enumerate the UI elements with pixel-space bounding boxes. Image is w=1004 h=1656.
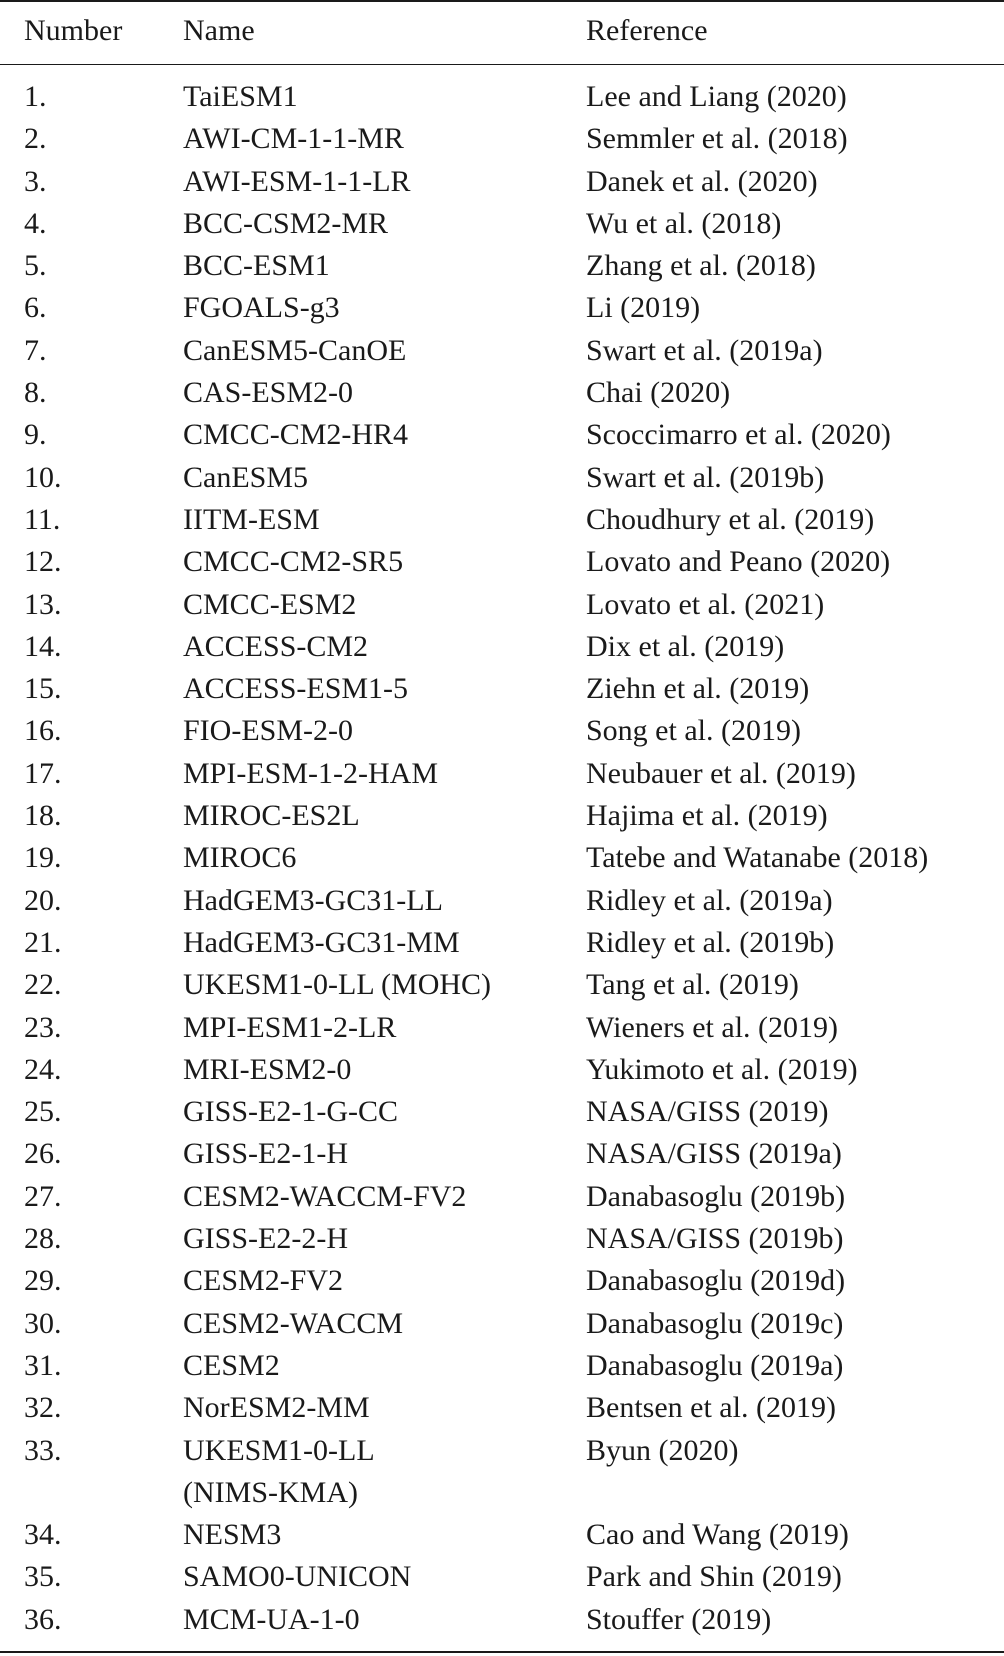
row-model-name (183, 1007, 396, 1049)
model-name-line: MIROC6 (183, 841, 297, 875)
row-model-name (183, 1218, 348, 1260)
model-name-line: ACCESS-CM2 (183, 629, 369, 663)
row-model-name (183, 1599, 360, 1641)
row-model-name (183, 964, 491, 1006)
row-model-name (183, 245, 330, 287)
header-name: Name (183, 14, 255, 47)
table-row (0, 964, 1004, 1006)
row-number: 13. (24, 587, 62, 621)
row-model-name (183, 203, 388, 245)
model-name-line: CESM2-FV2 (183, 1264, 344, 1298)
table-row (0, 1387, 1004, 1429)
table-row (0, 1430, 1004, 1515)
table-row (0, 287, 1004, 329)
row-reference: Dix et al. (2019) (586, 629, 785, 663)
model-name-line: CMCC-ESM2 (183, 587, 357, 621)
model-name-line: CanESM5-CanOE (183, 333, 407, 367)
row-model-name (183, 1303, 403, 1345)
model-name-line: AWI-CM-1-1-MR (183, 122, 404, 156)
row-reference: Song et al. (2019) (586, 714, 801, 748)
row-model-name (183, 1260, 343, 1302)
row-reference: Ridley et al. (2019b) (586, 925, 835, 959)
table-row (0, 1303, 1004, 1345)
row-reference: Swart et al. (2019a) (586, 333, 823, 367)
table-row (0, 203, 1004, 245)
row-reference: NASA/GISS (2019b) (586, 1222, 844, 1256)
model-name-line: CMCC-CM2-HR4 (183, 418, 409, 452)
model-name-line: AWI-ESM-1-1-LR (183, 164, 411, 198)
row-model-name (183, 1049, 351, 1091)
row-reference: Lee and Liang (2020) (586, 80, 847, 113)
row-model-name (183, 922, 460, 964)
table-row (0, 118, 1004, 160)
row-reference: Zhang et al. (2018) (586, 249, 816, 283)
row-model-name (183, 161, 411, 203)
table-header-rule (0, 64, 1004, 65)
model-name-line: GISS-E2-1-G-CC (183, 1095, 398, 1129)
row-model-name (183, 1430, 375, 1515)
row-number: 7. (24, 333, 47, 367)
model-name-line: UKESM1-0-LL (MOHC) (183, 968, 492, 1002)
row-number: 23. (24, 1010, 62, 1044)
row-number: 36. (24, 1602, 62, 1636)
row-model-name (183, 1556, 411, 1598)
row-number: 12. (24, 545, 62, 579)
row-model-name (183, 837, 296, 879)
model-name-line: BCC-CSM2-MR (183, 206, 389, 240)
model-name-line: MPI-ESM-1-2-HAM (183, 756, 438, 790)
row-number: 4. (24, 206, 47, 240)
row-number: 20. (24, 883, 62, 917)
row-reference: Cao and Wang (2019) (586, 1518, 849, 1552)
row-model-name (183, 626, 368, 668)
model-name-line: IITM-ESM (183, 502, 320, 536)
model-name-line: FIO-ESM-2-0 (183, 714, 353, 748)
row-reference: Danabasoglu (2019b) (586, 1179, 846, 1213)
row-number: 3. (24, 164, 47, 198)
row-model-name (183, 499, 320, 541)
row-reference: Choudhury et al. (2019) (586, 502, 875, 536)
row-reference: NASA/GISS (2019) (586, 1095, 829, 1129)
row-reference: Swart et al. (2019b) (586, 460, 825, 494)
model-name-line: MPI-ESM1-2-LR (183, 1010, 397, 1044)
model-name-line: (NIMS-KMA) (183, 1475, 358, 1509)
model-name-line: BCC-ESM1 (183, 249, 330, 283)
table-row (0, 1007, 1004, 1049)
model-name-line: HadGEM3-GC31-LL (183, 883, 443, 917)
row-model-name (183, 1514, 281, 1556)
row-number: 29. (24, 1264, 62, 1298)
row-number: 33. (24, 1433, 62, 1467)
row-reference: Wieners et al. (2019) (586, 1010, 839, 1044)
model-name-line: TaiESM1 (183, 80, 298, 113)
model-name-line: CAS-ESM2-0 (183, 376, 354, 410)
row-reference: Danek et al. (2020) (586, 164, 818, 198)
table-row (0, 626, 1004, 668)
row-number: 5. (24, 249, 47, 283)
table-row (0, 1260, 1004, 1302)
row-number: 25. (24, 1095, 62, 1129)
row-model-name (183, 1176, 466, 1218)
table-row (0, 1049, 1004, 1091)
row-reference: Bentsen et al. (2019) (586, 1391, 836, 1425)
table-row (0, 161, 1004, 203)
table-row (0, 1514, 1004, 1556)
row-reference: Lovato et al. (2021) (586, 587, 825, 621)
table-row (0, 753, 1004, 795)
header-reference: Reference (586, 14, 708, 47)
table-row (0, 330, 1004, 372)
row-number: 19. (24, 841, 62, 875)
table-row (0, 1176, 1004, 1218)
row-number: 6. (24, 291, 47, 325)
row-model-name (183, 1091, 398, 1133)
model-name-line: HadGEM3-GC31-MM (183, 925, 460, 959)
table-row (0, 372, 1004, 414)
row-number: 1. (24, 80, 47, 113)
row-number: 18. (24, 799, 62, 833)
table-row (0, 499, 1004, 541)
row-number: 11. (24, 502, 61, 536)
row-reference: Semmler et al. (2018) (586, 122, 848, 156)
row-number: 10. (24, 460, 62, 494)
row-model-name (183, 541, 403, 583)
table-row (0, 1599, 1004, 1641)
row-model-name (183, 118, 404, 160)
model-name-line: NorESM2-MM (183, 1391, 370, 1425)
table-bottom-rule (0, 1651, 1004, 1653)
row-number: 17. (24, 756, 62, 790)
model-name-line: ACCESS-ESM1-5 (183, 672, 409, 706)
row-reference: Stouffer (2019) (586, 1602, 772, 1636)
table-body (0, 76, 1004, 1641)
row-model-name (183, 76, 298, 118)
table-row (0, 1345, 1004, 1387)
row-model-name (183, 795, 360, 837)
model-name-line: CMCC-CM2-SR5 (183, 545, 404, 579)
row-model-name (183, 668, 408, 710)
model-name-line: GISS-E2-1-H (183, 1137, 348, 1171)
table-row (0, 584, 1004, 626)
row-reference: Tatebe and Watanabe (2018) (586, 841, 929, 875)
table-row (0, 76, 1004, 118)
table-row (0, 457, 1004, 499)
row-number: 24. (24, 1052, 62, 1086)
row-reference: Lovato and Peano (2020) (586, 545, 891, 579)
row-number: 30. (24, 1306, 62, 1340)
model-name-line: CESM2-WACCM (183, 1306, 404, 1340)
row-reference: Hajima et al. (2019) (586, 799, 828, 833)
row-number: 22. (24, 968, 62, 1002)
table-row (0, 922, 1004, 964)
model-name-line: CESM2 (183, 1348, 280, 1382)
row-reference: Byun (2020) (586, 1433, 739, 1467)
table-row (0, 541, 1004, 583)
model-name-line: MRI-ESM2-0 (183, 1052, 352, 1086)
row-reference: Tang et al. (2019) (586, 968, 799, 1002)
model-name-line: NESM3 (183, 1518, 282, 1552)
row-model-name (183, 1387, 370, 1429)
row-model-name (183, 287, 340, 329)
row-model-name (183, 1345, 280, 1387)
row-number: 14. (24, 629, 62, 663)
row-model-name (183, 880, 443, 922)
row-reference: Park and Shin (2019) (586, 1560, 842, 1594)
table-row (0, 795, 1004, 837)
row-number: 2. (24, 122, 47, 156)
row-number: 26. (24, 1137, 62, 1171)
row-reference: Chai (2020) (586, 376, 731, 410)
table-row (0, 1218, 1004, 1260)
model-name-line: CESM2-WACCM-FV2 (183, 1179, 467, 1213)
row-number: 34. (24, 1518, 62, 1552)
row-number: 27. (24, 1179, 62, 1213)
row-model-name (183, 710, 353, 752)
row-model-name (183, 584, 356, 626)
row-reference: Ziehn et al. (2019) (586, 672, 810, 706)
row-number: 16. (24, 714, 62, 748)
row-reference: Neubauer et al. (2019) (586, 756, 856, 790)
row-reference: Danabasoglu (2019d) (586, 1264, 846, 1298)
table-header-row (0, 0, 1004, 64)
model-name-line: SAMO0-UNICON (183, 1560, 412, 1594)
row-reference: Scoccimarro et al. (2020) (586, 418, 891, 452)
row-number: 35. (24, 1560, 62, 1594)
table-row (0, 1091, 1004, 1133)
table-row (0, 414, 1004, 456)
table-row (0, 668, 1004, 710)
row-model-name (183, 753, 438, 795)
header-number: Number (24, 14, 123, 47)
model-name-line: GISS-E2-2-H (183, 1222, 348, 1256)
table-row (0, 1556, 1004, 1598)
row-model-name (183, 457, 308, 499)
row-number: 9. (24, 418, 47, 452)
row-reference: Li (2019) (586, 291, 701, 325)
row-model-name (183, 330, 406, 372)
model-name-line: CanESM5 (183, 460, 309, 494)
table-row (0, 245, 1004, 287)
row-number: 32. (24, 1391, 62, 1425)
row-reference: Danabasoglu (2019a) (586, 1348, 844, 1382)
row-number: 31. (24, 1348, 62, 1382)
table-row (0, 1133, 1004, 1175)
row-number: 15. (24, 672, 62, 706)
row-number: 28. (24, 1222, 62, 1256)
row-reference: Yukimoto et al. (2019) (586, 1052, 858, 1086)
row-reference: Danabasoglu (2019c) (586, 1306, 844, 1340)
model-name-line: MCM-UA-1-0 (183, 1602, 360, 1636)
row-model-name (183, 372, 353, 414)
model-name-line: FGOALS-g3 (183, 291, 340, 325)
row-reference: Ridley et al. (2019a) (586, 883, 833, 917)
row-reference: Wu et al. (2018) (586, 206, 782, 240)
model-name-line: MIROC-ES2L (183, 799, 360, 833)
row-reference: NASA/GISS (2019a) (586, 1137, 842, 1171)
row-number: 21. (24, 925, 62, 959)
row-model-name (183, 1133, 348, 1175)
table-row (0, 837, 1004, 879)
row-model-name (183, 414, 408, 456)
table-row (0, 710, 1004, 752)
model-name-line: UKESM1-0-LL (183, 1433, 375, 1467)
row-number: 8. (24, 376, 47, 410)
table-row (0, 880, 1004, 922)
